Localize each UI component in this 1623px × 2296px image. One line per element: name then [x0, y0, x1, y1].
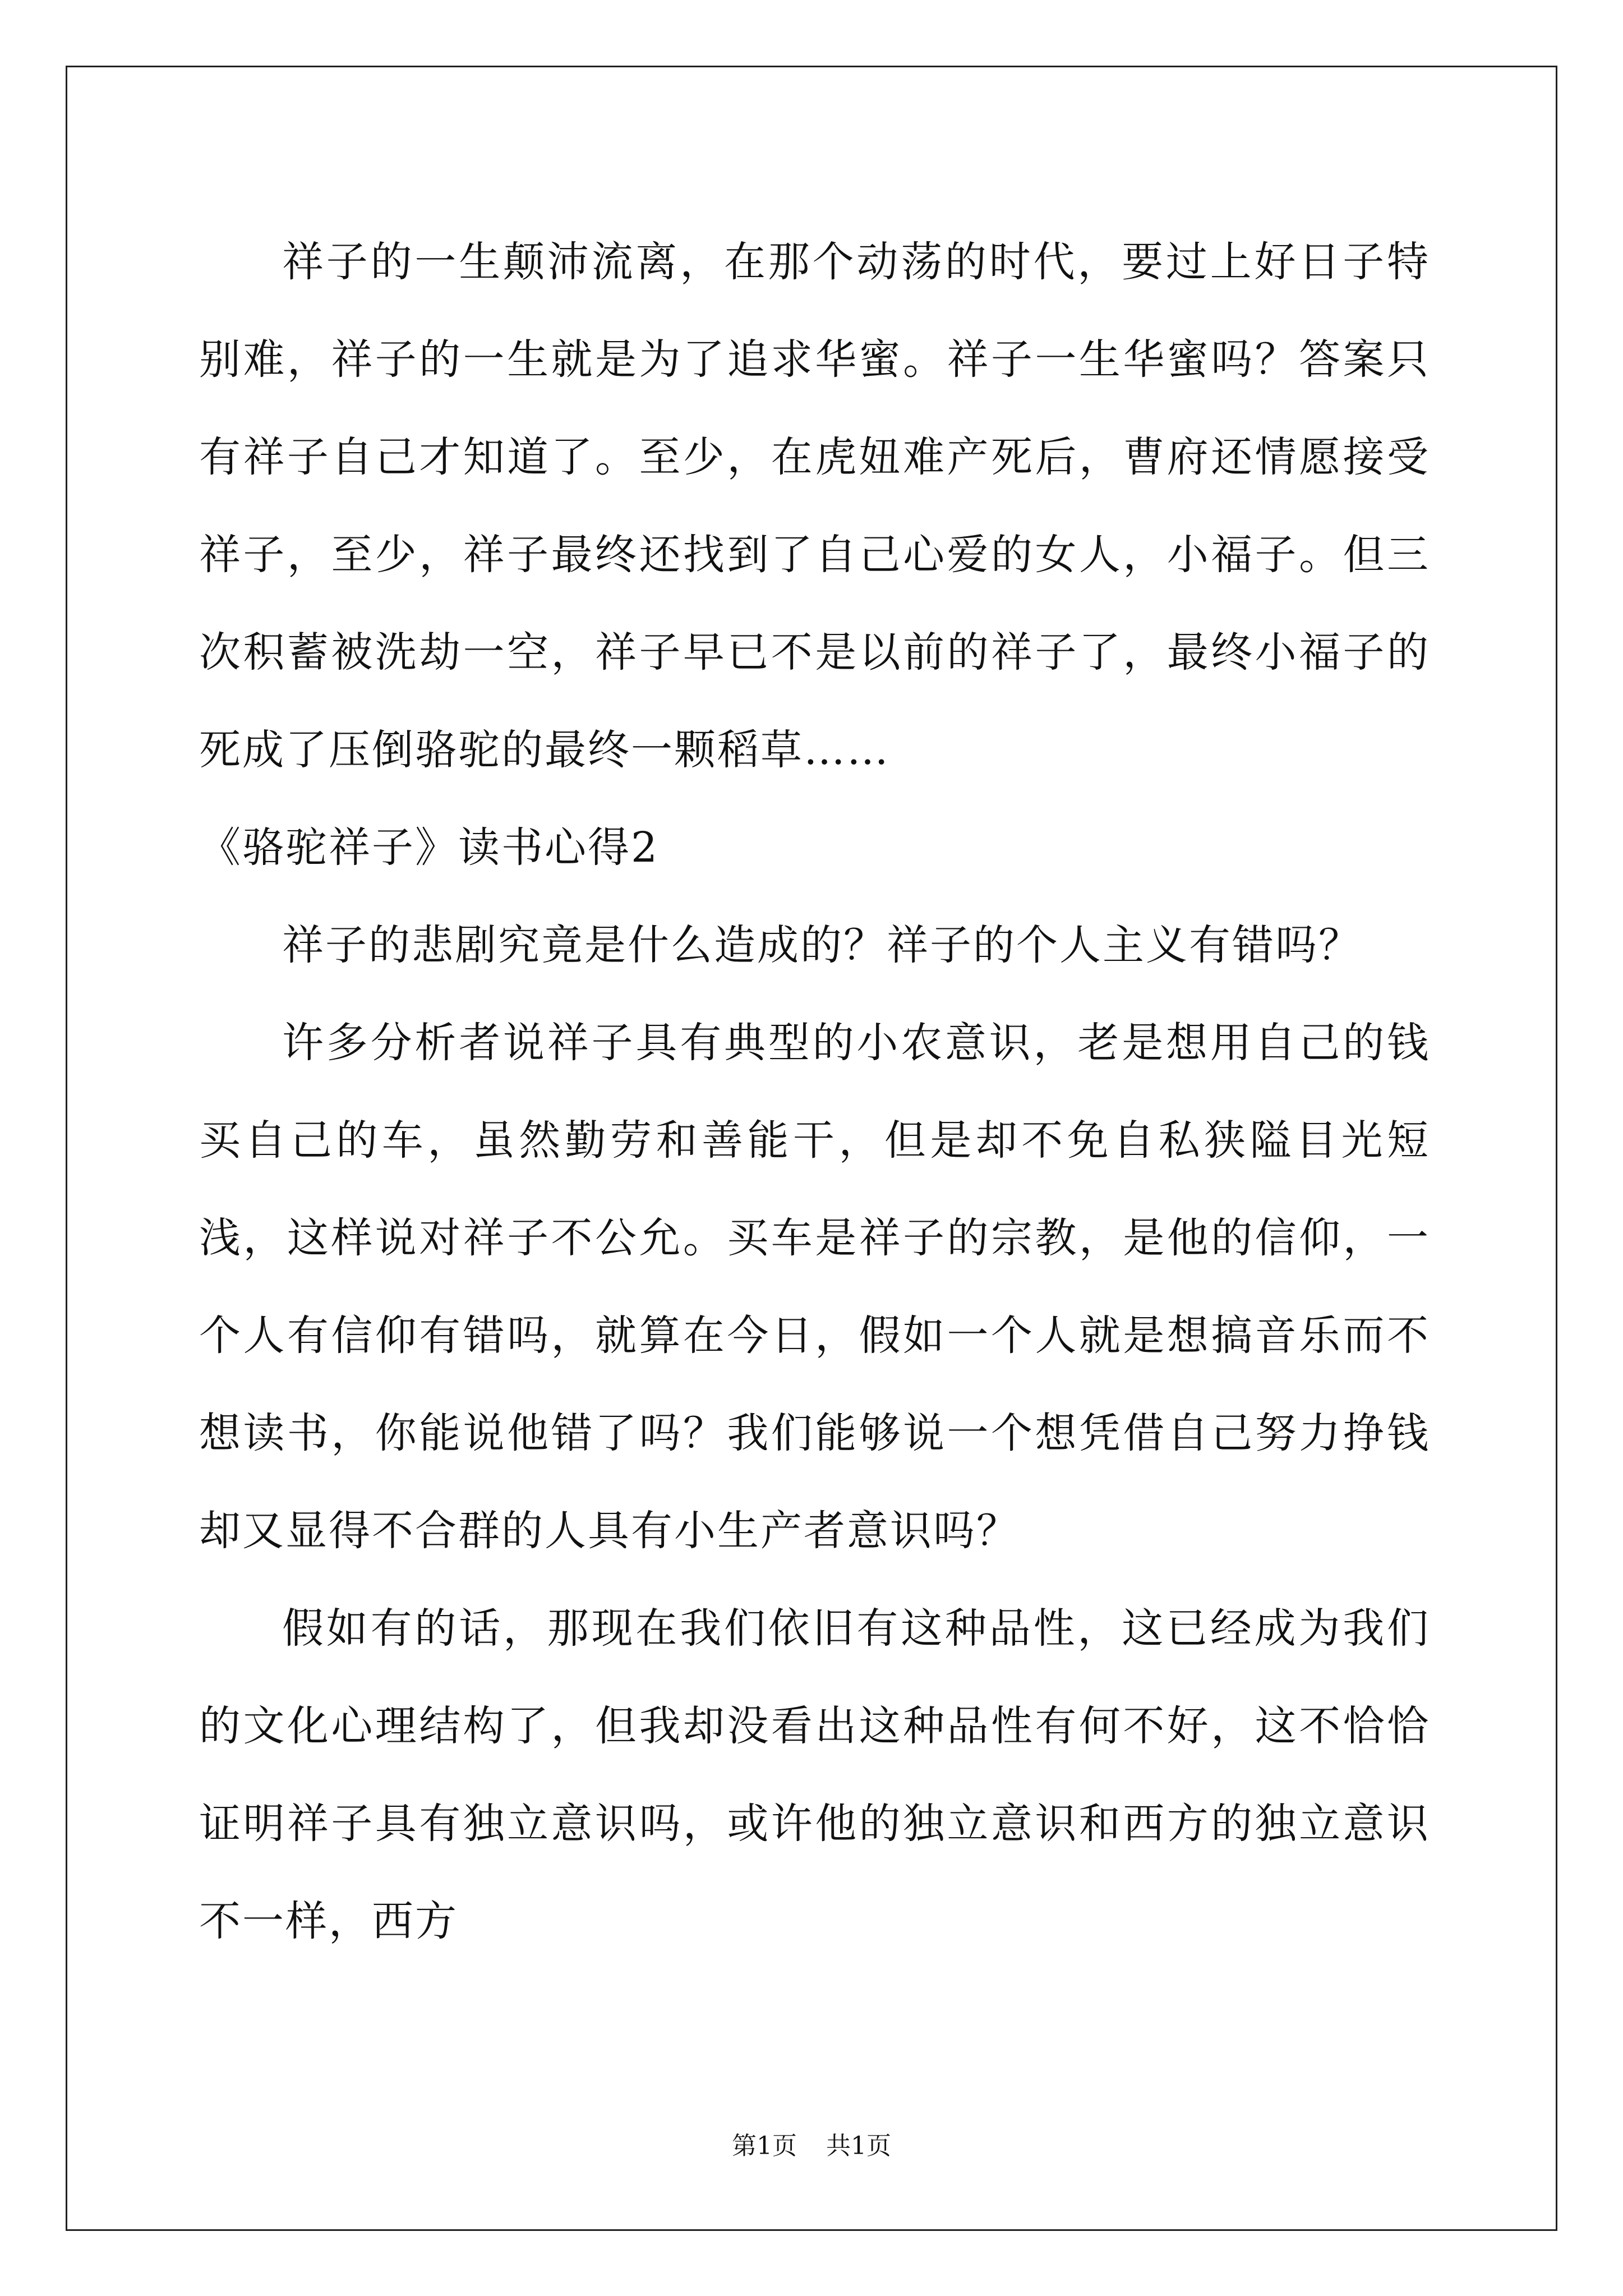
paragraph-1: 祥子的一生颠沛流离，在那个动荡的时代，要过上好日子特别难，祥子的一生就是为了追求华蜜。祥子一生华蜜吗？答案只有祥子自己才知道了。至少，在虎妞难产死后，曹府还情愿接受祥子，至少，祥子最终还找到了自己心爱的女人，小福子。但三次积蓄被洗劫一空，祥子早已不是以前的祥子了，最终小福子的死成了压倒骆驼的最终一颗稻草……	[199, 238, 1430, 774]
paragraph-4: 假如有的话，那现在我们依旧有这种品性，这已经成为我们的文化心理结构了，但我却没看出这种品性有何不好，这不恰恰证明祥子具有独立意识吗，或许他的独立意识和西方的独立意识不一样，西方	[199, 1604, 1430, 1945]
section-heading: 《骆驼祥子》读书心得2	[199, 823, 660, 872]
document-body	[199, 213, 1430, 1970]
page-total: 共1页	[826, 2132, 891, 2160]
page-number: 第1页	[732, 2132, 797, 2160]
page-footer	[0, 2129, 1623, 2163]
paragraph-2: 祥子的悲剧究竟是什么造成的？祥子的个人主义有错吗？	[282, 921, 1362, 969]
paragraph-3: 许多分析者说祥子具有典型的小农意识，老是想用自己的钱买自己的车，虽然勤劳和善能干，但是却不免自私狭隘目光短浅，这样说对祥子不公允。买车是祥子的宗教，是他的信仰，一个人有信仰有错吗，就算在今日，假如一个人就是想搞音乐而不想读书，你能说他错了吗？我们能够说一个想凭借自己努力挣钱却又显得不合群的人具有小生产者意识吗？	[199, 1019, 1430, 1555]
